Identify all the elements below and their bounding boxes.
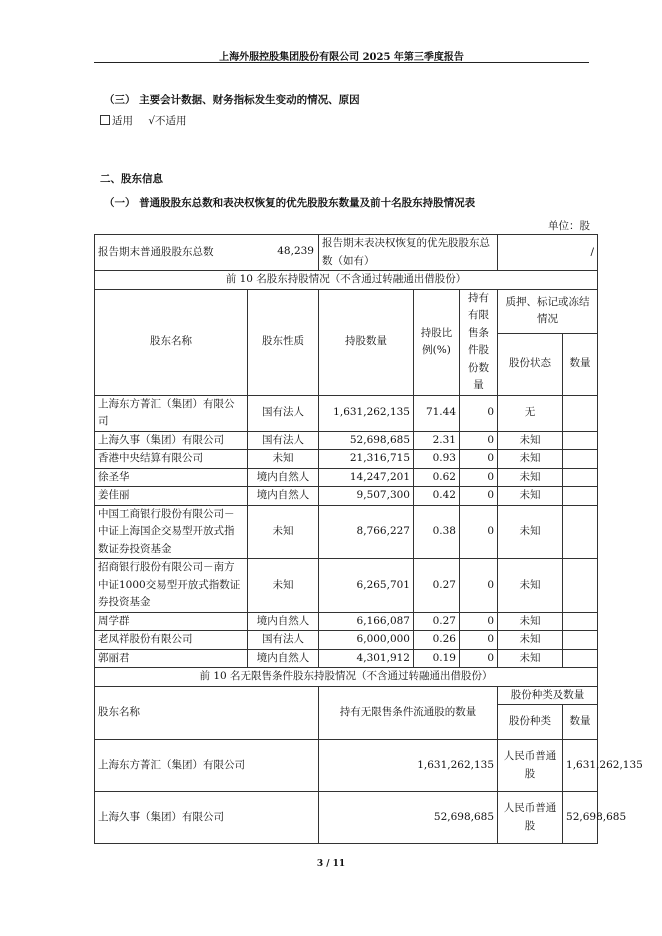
applicable-checkbox[interactable] [100,115,110,125]
pledge-count [563,649,598,668]
shareholding-ratio: 0.27 [414,559,460,613]
total-holders-label: 报告期末普通股股东总数 [98,245,214,258]
pledge-count [563,395,598,431]
unit-label: 单位：股 [548,220,590,232]
pledge-status: 未知 [498,487,563,506]
u-share-amount: 1,631,262,135 [563,740,598,792]
shareholding-ratio: 0.62 [414,468,460,487]
col-header-restricted: 持有有限售条件股份数量 [460,289,498,395]
table-row [95,649,598,668]
shareholder-name: 香港中央结算有限公司 [95,450,248,469]
u-col-header-type: 股份种类 [498,705,563,740]
col-header-pledge: 质押、标记或冻结情况 [498,289,598,333]
unrestricted-title: 前 10 名无限售条件股东持股情况（不含通过转融通出借股份） [95,668,598,687]
applicability-row [100,113,187,128]
u-col-header-name: 股东名称 [95,686,319,740]
shareholding-qty: 1,631,262,135 [319,395,414,431]
shareholder-name: 徐圣华 [95,468,248,487]
shareholding-ratio: 0.26 [414,631,460,650]
pledge-count [563,468,598,487]
page-number: 3 / 11 [316,859,346,869]
shareholder-name: 中国工商银行股份有限公司－中证上海国企交易型开放式指数证券投资基金 [95,505,248,559]
top10-title: 前 10 名股东持股情况（不含通过转融通出借股份） [95,271,598,290]
shareholder-nature: 未知 [248,505,319,559]
total-holders-value: 48,239 [277,245,314,257]
u-share-type: 人民币普通股 [498,740,563,792]
header-divider [94,62,589,63]
col-header-nature: 股东性质 [248,289,319,395]
shareholder-name: 招商银行股份有限公司－南方中证1000交易型开放式指数证券投资基金 [95,559,248,613]
not-applicable-label: √不适用 [148,115,187,127]
u-shareholding-qty: 1,631,262,135 [319,740,498,792]
shareholding-qty: 9,507,300 [319,487,414,506]
pledge-status: 未知 [498,612,563,631]
table-row [95,559,598,613]
shareholder-name: 上海东方菁汇（集团）有限公司 [95,395,248,431]
table-row [95,468,598,487]
col-header-ratio: 持股比例(%) [414,289,460,395]
u-shareholder-name: 上海东方菁汇（集团）有限公司 [95,740,319,792]
u-col-header-qty: 持有无限售条件流通股的数量 [319,686,498,740]
pledge-count [563,631,598,650]
restricted-shares: 0 [460,431,498,450]
shareholding-qty: 6,265,701 [319,559,414,613]
table-row [95,487,598,506]
shareholding-ratio: 0.93 [414,450,460,469]
shareholding-qty: 14,247,201 [319,468,414,487]
report-header: 上海外服控股集团股份有限公司 2025 年第三季度报告 [219,52,464,63]
shareholder-table [94,234,643,844]
restricted-shares: 0 [460,450,498,469]
total-holders-cell [95,235,319,271]
pledge-count [563,487,598,506]
restricted-shares: 0 [460,468,498,487]
shareholder-nature: 国有法人 [248,395,319,431]
restricted-shares: 0 [460,505,498,559]
pledge-status: 未知 [498,450,563,469]
u-share-amount: 52,698,685 [563,792,598,844]
restricted-shares: 0 [460,487,498,506]
pledge-count [563,431,598,450]
u-shareholder-name: 上海久事（集团）有限公司 [95,792,319,844]
pledge-count [563,612,598,631]
shareholder-nature: 未知 [248,559,319,613]
pledge-status: 未知 [498,631,563,650]
col-header-status: 股份状态 [498,333,563,395]
shareholding-qty: 6,000,000 [319,631,414,650]
restricted-shares: 0 [460,649,498,668]
pledge-status: 未知 [498,505,563,559]
shareholding-ratio: 0.38 [414,505,460,559]
shareholder-nature: 境内自然人 [248,468,319,487]
section2-subheading: （一） 普通股股东总数和表决权恢复的优先股股东数量及前十名股东持股情况表 [104,197,476,209]
shareholder-name: 姜佳丽 [95,487,248,506]
table-row [95,612,598,631]
applicable-label: 适用 [112,115,133,127]
table-row [95,792,598,844]
pledge-count [563,450,598,469]
shareholder-nature: 境内自然人 [248,487,319,506]
shareholding-ratio: 0.42 [414,487,460,506]
summary-row [95,235,598,271]
shareholding-ratio: 2.31 [414,431,460,450]
pledge-count [563,559,598,613]
pledge-status: 无 [498,395,563,431]
shareholding-ratio: 0.27 [414,612,460,631]
pledge-status: 未知 [498,468,563,487]
u-col-header-type-group: 股份种类及数量 [498,686,598,705]
shareholder-name: 老凤祥股份有限公司 [95,631,248,650]
table-row [95,395,598,431]
shareholder-nature: 国有法人 [248,631,319,650]
pledge-count [563,505,598,559]
shareholder-name: 郭丽君 [95,649,248,668]
col-header-name: 股东名称 [95,289,248,395]
shareholder-nature: 国有法人 [248,431,319,450]
col-header-count: 数量 [563,333,598,395]
shareholder-nature: 未知 [248,450,319,469]
u-shareholding-qty: 52,698,685 [319,792,498,844]
shareholding-qty: 8,766,227 [319,505,414,559]
u-col-header-amount: 数量 [563,705,598,740]
pref-holders-label: 报告期末表决权恢复的优先股股东总数（如有） [319,235,498,271]
restricted-shares: 0 [460,612,498,631]
shareholding-qty: 21,316,715 [319,450,414,469]
table-row [95,740,598,792]
shareholding-qty: 52,698,685 [319,431,414,450]
pledge-status: 未知 [498,431,563,450]
u-share-type: 人民币普通股 [498,792,563,844]
restricted-shares: 0 [460,395,498,431]
table-row [95,431,598,450]
shareholder-nature: 境内自然人 [248,612,319,631]
shareholding-qty: 4,301,912 [319,649,414,668]
pledge-status: 未知 [498,559,563,613]
shareholder-name: 上海久事（集团）有限公司 [95,431,248,450]
restricted-shares: 0 [460,559,498,613]
pledge-status: 未知 [498,649,563,668]
section3-heading: （三） 主要会计数据、财务指标发生变动的情况、原因 [104,94,360,106]
table-row [95,450,598,469]
table-row [95,505,598,559]
col-header-qty: 持股数量 [319,289,414,395]
section2-heading: 二、股东信息 [100,173,163,185]
shareholding-ratio: 71.44 [414,395,460,431]
shareholding-ratio: 0.19 [414,649,460,668]
restricted-shares: 0 [460,631,498,650]
table-row [95,631,598,650]
shareholding-qty: 6,166,087 [319,612,414,631]
pref-holders-value: / [498,235,598,271]
shareholder-name: 周学群 [95,612,248,631]
shareholder-nature: 境内自然人 [248,649,319,668]
